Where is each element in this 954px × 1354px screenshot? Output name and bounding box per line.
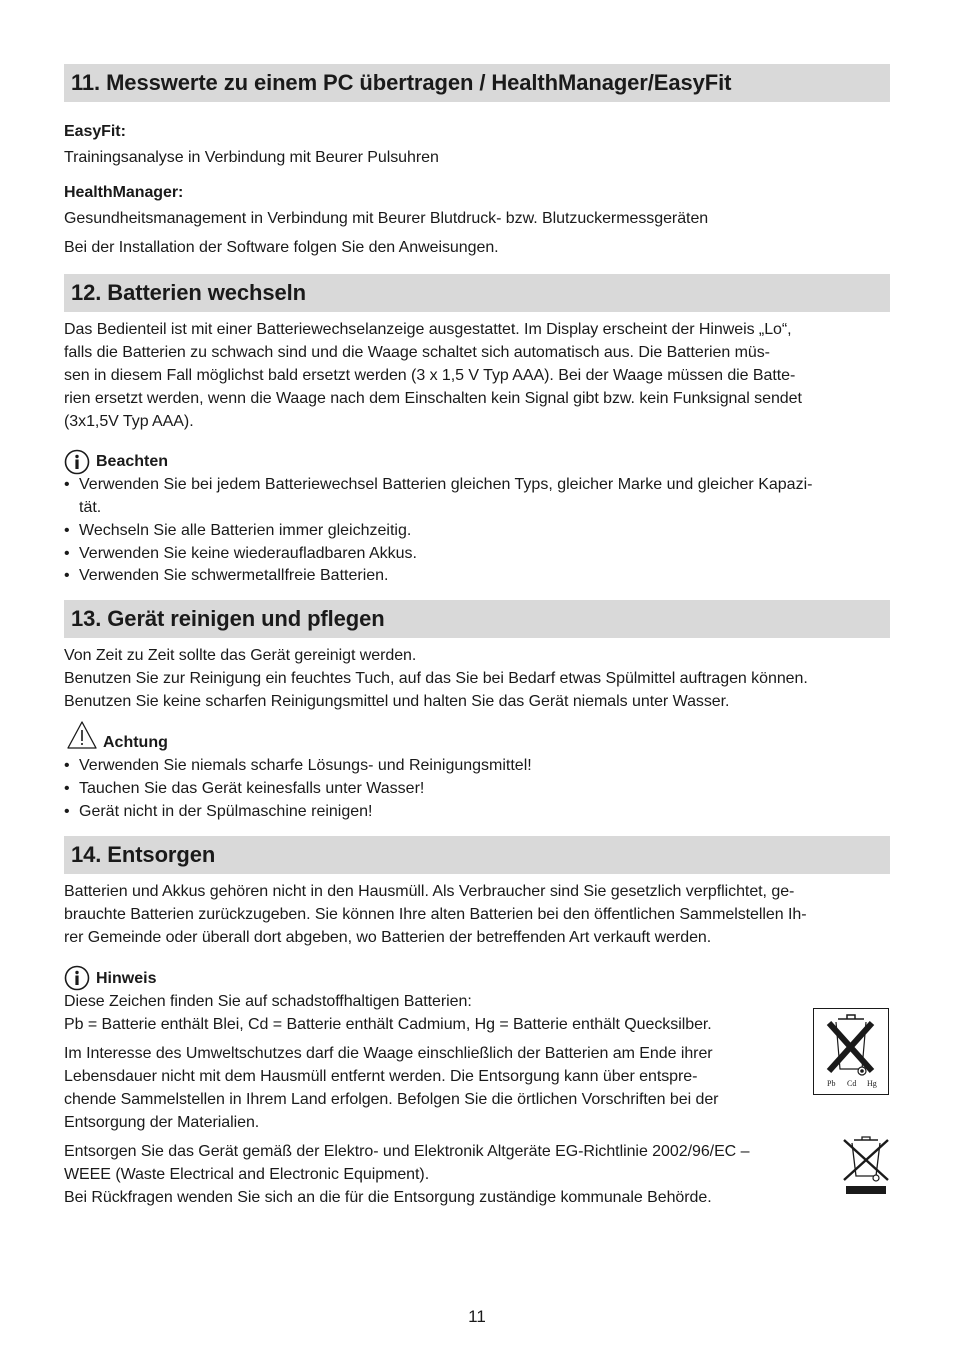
crossed-bin-weee-icon (840, 1134, 892, 1196)
s12-para-line: rien ersetzt werden, wenn die Waage nach dem Einschalten kein Signal gibt bzw. kein Funksignal sendet (64, 390, 802, 407)
s14-para-line: brauchte Batterien zurückzugeben. Sie können Ihre alten Batterien bei den öffentlichen Sammelstellen Ih- (64, 906, 807, 923)
hint-line: Pb = Batterie enthält Blei, Cd = Batterie enthält Cadmium, Hg = Batterie enthält Quecksilber. (64, 1016, 712, 1033)
warning-triangle-icon (66, 720, 98, 750)
env-line: Im Interesse des Umweltschutzes darf die Waage einschließlich der Batterien am Ende ihrer (64, 1045, 713, 1062)
battery-symbol-label: Pb (827, 1079, 836, 1088)
env-line: chende Sammelstellen in Ihrem Land erfolgen. Befolgen Sie die örtlichen Vorschriften bei der (64, 1091, 719, 1108)
s12-para-line: sen in diesem Fall möglichst bald ersetzt werden (3 x 1,5 V Typ AAA). Bei der Waage müssen die Batte- (64, 367, 796, 384)
s12-para-line: Das Bedienteil ist mit einer Batteriewechselanzeige ausgestattet. Im Display erscheint der Hinweis „Lo“, (64, 321, 792, 338)
s13-para-line: Benutzen Sie zur Reinigung ein feuchtes Tuch, auf das Sie bei Bedarf etwas Spülmittel auftragen können. (64, 670, 808, 687)
crossed-bin-battery-icon (813, 1008, 889, 1095)
healthmanager-text: Gesundheitsmanagement in Verbindung mit Beurer Blutdruck- bzw. Blutzuckermessgeräten (64, 210, 709, 227)
list-item: • Verwenden Sie bei jedem Batteriewechsel Batterien gleichen Typs, gleicher Marke und gleicher Kapazi- (64, 476, 813, 493)
install-text: Bei der Installation der Software folgen Sie den Anweisungen. (64, 239, 499, 256)
healthmanager-label: HealthManager: (64, 184, 184, 201)
info-circle-icon (64, 965, 90, 991)
list-item: • Wechseln Sie alle Batterien immer gleichzeitig. (64, 522, 412, 539)
hint-line: Diese Zeichen finden Sie auf schadstoffhaltigen Batterien: (64, 993, 472, 1010)
weee-line: WEEE (Waste Electrical and Electronic Equipment). (64, 1166, 430, 1183)
list-item: • Verwenden Sie schwermetallfreie Batterien. (64, 567, 389, 584)
s13-para-line: Benutzen Sie keine scharfen Reinigungsmittel und halten Sie das Gerät niemals unter Wasser. (64, 693, 730, 710)
s12-para-line: (3x1,5V Typ AAA). (64, 413, 194, 430)
achtung-label: Achtung (103, 734, 168, 751)
page-number: 11 (468, 1307, 486, 1326)
battery-symbol-label: Hg (867, 1079, 877, 1088)
list-item: • Tauchen Sie das Gerät keinesfalls unter Wasser! (64, 780, 425, 797)
list-item: • Gerät nicht in der Spülmaschine reinigen! (64, 803, 373, 820)
env-line: Entsorgung der Materialien. (64, 1114, 260, 1131)
list-item: • Verwenden Sie niemals scharfe Lösungs- und Reinigungsmittel! (64, 757, 532, 774)
easyfit-text: Trainingsanalyse in Verbindung mit Beurer Pulsuhren (64, 149, 439, 166)
list-item-continuation: tät. (79, 499, 102, 516)
s12-para-line: falls die Batterien zu schwach sind und die Waage schaltet sich automatisch aus. Die Batterien müs- (64, 344, 770, 361)
section-11-heading: 11. Messwerte zu einem PC übertragen / HealthManager/EasyFit (64, 64, 890, 102)
s14-para-line: rer Gemeinde oder überall dort abgeben, wo Batterien der betreffenden Art verkauft werden. (64, 929, 712, 946)
s13-para-line: Von Zeit zu Zeit sollte das Gerät gereinigt werden. (64, 647, 417, 664)
section-13-heading: 13. Gerät reinigen und pflegen (64, 600, 890, 638)
weee-line: Entsorgen Sie das Gerät gemäß der Elektro- und Elektronik Altgeräte EG-Richtlinie 2002/96/EC – (64, 1143, 750, 1160)
env-line: Lebensdauer nicht mit dem Hausmüll entfernt werden. Die Entsorgung kann über entspre- (64, 1068, 698, 1085)
info-circle-icon (64, 449, 90, 475)
list-item: • Verwenden Sie keine wiederaufladbaren Akkus. (64, 545, 417, 562)
section-12-heading: 12. Batterien wechseln (64, 274, 890, 312)
battery-symbol-label: Cd (847, 1079, 857, 1088)
section-14-heading: 14. Entsorgen (64, 836, 890, 874)
weee-line: Bei Rückfragen wenden Sie sich an die für die Entsorgung zuständige kommunale Behörde. (64, 1189, 712, 1206)
s14-para-line: Batterien und Akkus gehören nicht in den Hausmüll. Als Verbraucher sind Sie gesetzlich verpflichtet, ge- (64, 883, 795, 900)
hinweis-label: Hinweis (96, 970, 157, 987)
beachten-label: Beachten (96, 453, 169, 470)
easyfit-label: EasyFit: (64, 123, 126, 140)
